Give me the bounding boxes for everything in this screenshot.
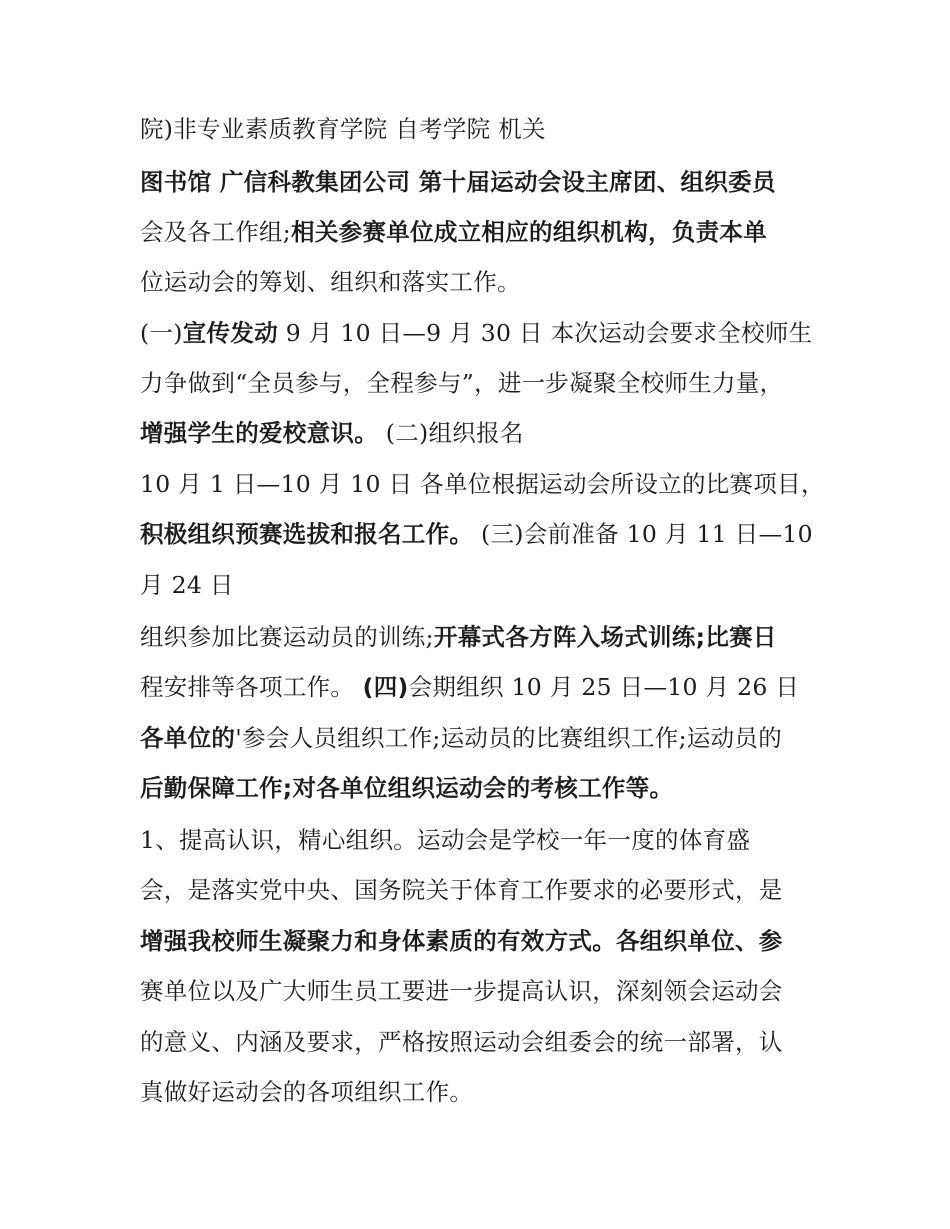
text-run: 图书馆 广信科教集团公司 第十届运动会设主席团、组织委员 [140, 168, 776, 196]
text-run: 会，是落实党中央、国务院关于体育工作要求的必要形式，是 [140, 876, 783, 904]
text-run: 力争做到“全员参与，全程参与”，进一步凝聚全校师生力量， [140, 369, 784, 397]
text-line [140, 417, 524, 450]
text-line [140, 468, 825, 501]
text-run: 的意义、内涵及要求，严格按照运动会组委会的统一部署，认 [140, 1028, 783, 1056]
text-run: 9 月 10 日—9 月 30 日 本次运动会要求全校师生 [277, 319, 813, 347]
text-run: 会及各工作组; [140, 218, 292, 246]
text-run: 月 24 日 [140, 571, 234, 599]
text-run: 10 月 1 日—10 月 10 日 各单位根据运动会所设立的比赛项目， [140, 470, 825, 498]
text-run: 相关参赛单位成立相应的组织机构，负责本单 [291, 218, 768, 246]
text-run: 积极组织预赛选拔和报名工作。 [140, 520, 474, 548]
text-run: 增强学生的爱校意识。 [140, 419, 378, 447]
text-line [140, 113, 546, 146]
text-line [140, 518, 813, 551]
text-run: 会期组织 10 月 25 日—10 月 26 日 [408, 673, 800, 701]
text-run: 真做好运动会的各项组织工作。 [140, 1078, 474, 1106]
text-line [140, 367, 783, 400]
text-run: 位运动会的筹划、组织和落实工作。 [140, 268, 521, 296]
text-run: 增强我校师生凝聚力和身体素质的有效方式。各组织单位、参 [140, 927, 783, 955]
text-run: '参会人员组织工作;运动员的比赛组织工作;运动员的 [235, 724, 782, 752]
text-line [140, 975, 783, 1008]
text-line [140, 824, 750, 857]
text-line [140, 1026, 783, 1059]
text-line [140, 216, 767, 249]
text-line [140, 874, 783, 907]
text-run: (三)会前准备 10 月 11 日—10 [473, 520, 813, 548]
text-line [140, 1076, 473, 1109]
text-line [140, 317, 812, 350]
text-run: 各单位的 [140, 724, 236, 752]
text-line [140, 621, 777, 654]
text-run: 宣传发动 [182, 319, 278, 347]
text-line [140, 266, 521, 299]
text-run: 1、提高认识，精心组织。运动会是学校一年一度的体育盛 [140, 826, 751, 854]
text-run: 开幕式各方阵入场式训练;比赛日 [433, 623, 777, 651]
text-run: (四) [354, 673, 409, 701]
text-line [140, 166, 776, 199]
text-run: 赛单位以及广大师生员工要进一步提高认识，深刻领会运动会 [140, 977, 783, 1005]
text-line [140, 671, 799, 704]
text-run: 组织参加比赛运动员的训练; [140, 623, 434, 651]
text-line [140, 569, 234, 602]
text-run: 程安排等各项工作。 [140, 673, 355, 701]
text-run: (一) [140, 319, 183, 347]
text-run: (二)组织报名 [378, 419, 524, 447]
text-run: 院)非专业素质教育学院 自考学院 机关 [140, 115, 546, 143]
text-line [140, 925, 783, 958]
text-line [140, 772, 673, 805]
text-line [140, 722, 782, 755]
text-run: 后勤保障工作;对各单位组织运动会的考核工作等。 [140, 774, 674, 802]
